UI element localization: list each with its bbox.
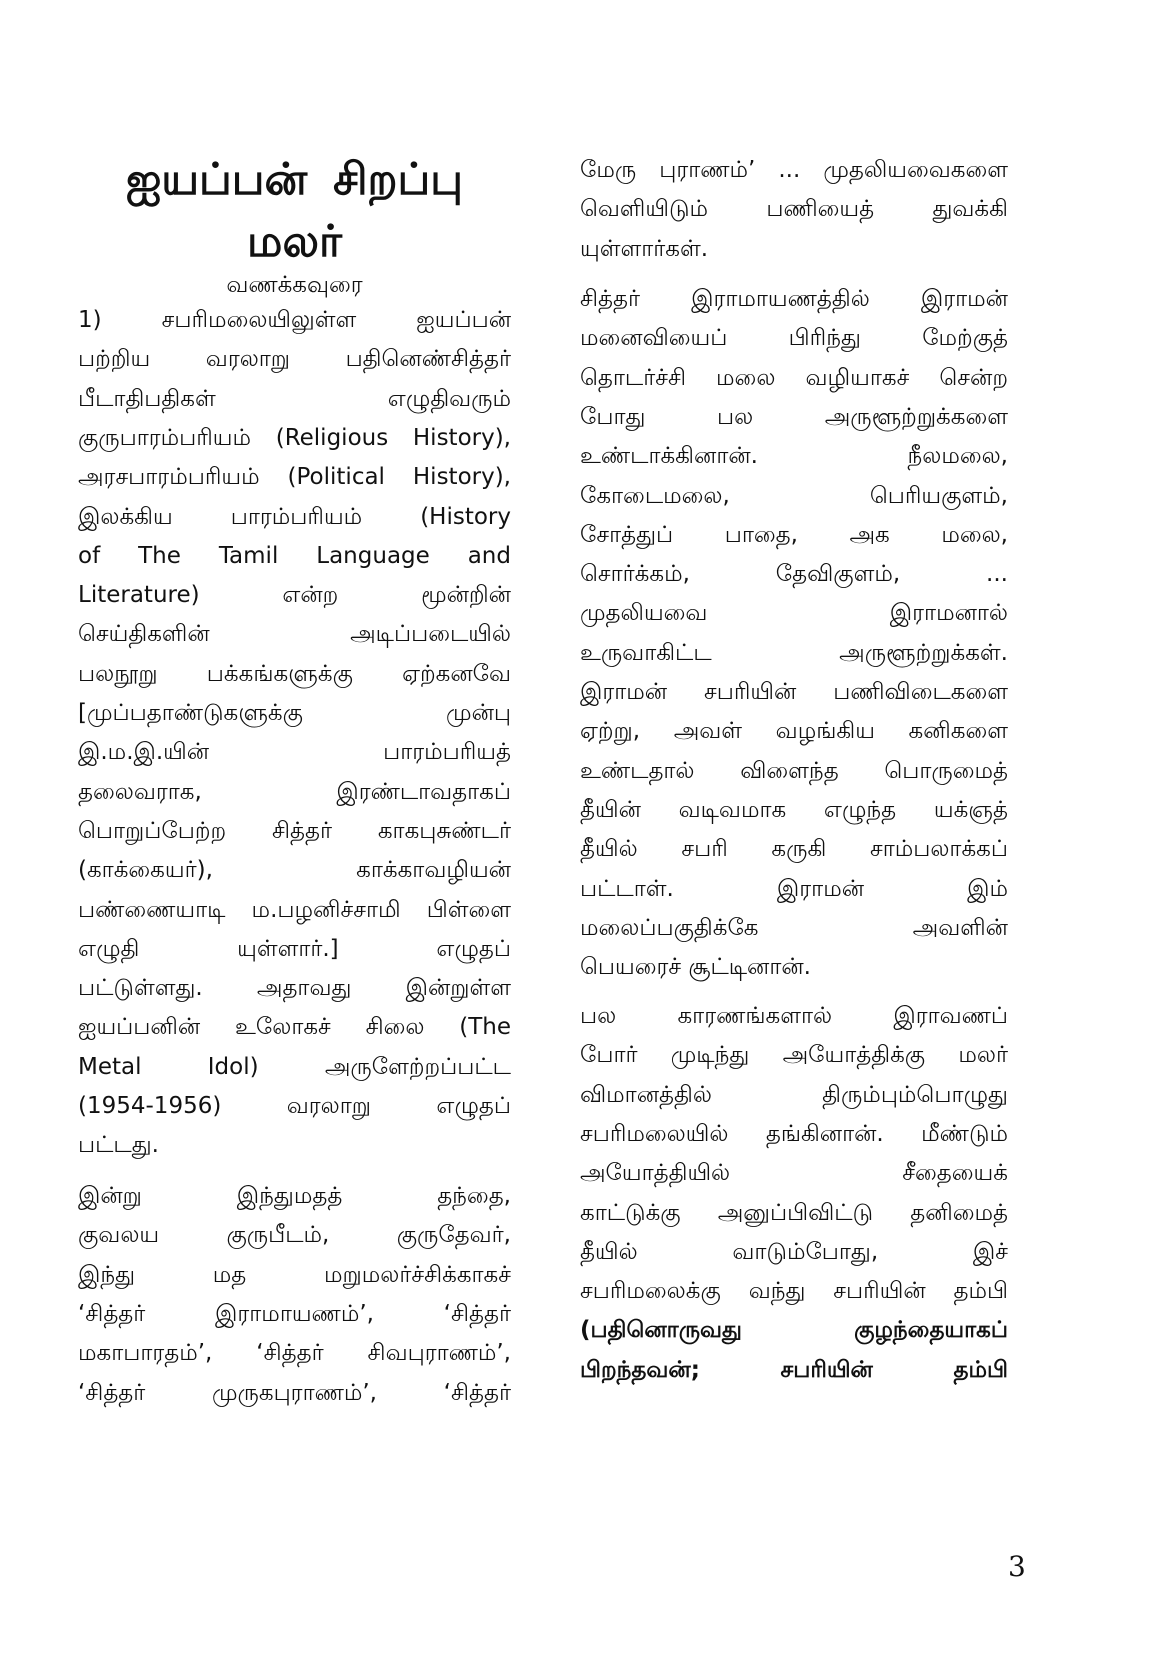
right-column-line: பெயரைச் சூட்டினான். bbox=[580, 954, 811, 981]
left-column-line: ‘சித்தர் இராமாயணம்’, ‘சித்தர் bbox=[78, 1300, 511, 1327]
right-column-line: பட்டாள். இராமன் இம் bbox=[580, 875, 1008, 902]
left-column-line: பற்றிய வரலாறு பதினெண்சித்தர் bbox=[78, 346, 511, 373]
right-column-line: யுள்ளார்கள். bbox=[580, 235, 709, 262]
left-column-line: இலக்கிய பாரம்பரியம் (History bbox=[78, 503, 511, 530]
right-column-line: போது பல அருளூற்றுக்களை bbox=[580, 403, 1008, 430]
left-column-line: குருபாரம்பரியம் (Religious History), bbox=[78, 424, 511, 451]
right-column-line: கோடைமலை, பெரியகுளம், bbox=[580, 482, 1008, 509]
right-column-line: சபரிமலைக்கு வந்து சபரியின் தம்பி bbox=[580, 1278, 1008, 1305]
right-column-line: மனைவியைப் பிரிந்து மேற்குத் bbox=[580, 325, 1008, 352]
left-column-line: குவலய குருபீடம், குருதேவர், bbox=[78, 1222, 511, 1249]
left-column-line: ‘சித்தர் முருகபுராணம்’, ‘சித்தர் bbox=[78, 1379, 511, 1406]
left-column-line: பொறுப்பேற்ற சித்தர் காகபுசுண்டர் bbox=[78, 817, 511, 844]
right-column-line: உண்டதால் விளைந்த பொருமைத் bbox=[580, 757, 1008, 784]
left-column-line: of The Tamil Language and bbox=[78, 542, 511, 569]
left-column-line: தலைவராக, இரண்டாவதாகப் bbox=[78, 778, 511, 805]
right-column-line: சபரிமலையில் தங்கினான். மீண்டும் bbox=[580, 1120, 1008, 1147]
left-column-line: (காக்கையர்), காக்காவழியன் bbox=[78, 857, 511, 884]
right-column-line: இராமன் சபரியின் பணிவிடைகளை bbox=[580, 679, 1008, 705]
left-column-line: மகாபாரதம்’, ‘சித்தர் சிவபுராணம்’, bbox=[78, 1340, 511, 1367]
right-column-line: சோத்துப் பாதை, அக மலை, bbox=[580, 521, 1008, 548]
left-column-line: பீடாதிபதிகள் எழுதிவரும் bbox=[78, 385, 511, 412]
right-column-line: சொர்க்கம், தேவிகுளம், ... bbox=[580, 561, 1008, 588]
left-column-line: ஐயப்பனின் உலோகச் சிலை (The bbox=[78, 1014, 511, 1041]
right-column-line: உண்டாக்கினான். நீலமலை, bbox=[580, 443, 1008, 470]
right-column-line: உருவாகிட்ட அருளூற்றுக்கள். bbox=[580, 639, 1008, 666]
right-column-line: சித்தர் இராமாயணத்தில் இராமன் bbox=[580, 286, 1008, 312]
right-column-line: விமானத்தில் திரும்பும்பொழுது bbox=[580, 1081, 1008, 1108]
right-column-line: ஏற்று, அவள் வழங்கிய கனிகளை bbox=[580, 718, 1008, 745]
page-title-line-1: ஐயப்பன் சிறப்பு bbox=[126, 154, 463, 205]
left-column-line: இன்று இந்துமதத் தந்தை, bbox=[78, 1183, 511, 1209]
left-column-line: இந்து மத மறுமலர்ச்சிக்காகச் bbox=[78, 1261, 511, 1288]
right-column-line: காட்டுக்கு அனுப்பிவிட்டு தனிமைத் bbox=[580, 1199, 1008, 1226]
right-column-line: வெளியிடும் பணியைத் துவக்கி bbox=[580, 196, 1008, 223]
left-column-line: செய்திகளின் அடிப்படையில் bbox=[78, 621, 511, 648]
left-column-line: (1954-1956) வரலாறு எழுதப் bbox=[78, 1093, 511, 1119]
left-column-line: அரசபாரம்பரியம் (Political History), bbox=[78, 464, 511, 491]
right-column-line: (பதினொருவது குழந்தையாகப் bbox=[580, 1317, 1008, 1344]
left-column-line: [முப்பதாண்டுகளுக்கு முன்பு bbox=[78, 700, 511, 726]
page-title-line-2: மலர் bbox=[247, 216, 342, 267]
right-column-line: போர் முடிந்து அயோத்திக்கு மலர் bbox=[580, 1042, 1008, 1069]
right-column-line: முதலியவை இராமனால் bbox=[580, 600, 1008, 627]
left-column-line: எழுதி யுள்ளார்.] எழுதப் bbox=[78, 935, 511, 962]
left-column-line: 1) சபரிமலையிலுள்ள ஐயப்பன் bbox=[78, 307, 511, 333]
right-column-line: தீயில் சபரி கருகி சாம்பலாக்கப் bbox=[580, 836, 1008, 863]
right-column-line: தொடர்ச்சி மலை வழியாகச் சென்ற bbox=[580, 364, 1008, 391]
right-column-line: தீயின் வடிவமாக எழுந்த யக்ஞத் bbox=[580, 796, 1008, 823]
left-column-line: பட்டது. bbox=[78, 1132, 159, 1159]
right-column-line: அயோத்தியில் சீதையைக் bbox=[580, 1160, 1008, 1187]
left-column-line: பலநூறு பக்கங்களுக்கு ஏற்கனவே bbox=[78, 660, 511, 687]
left-column-line: இ.ம.இ.யின் பாரம்பரியத் bbox=[78, 739, 511, 766]
page-number: 3 bbox=[1008, 1550, 1026, 1583]
left-column-line: பண்ணையாடி ம.பழனிச்சாமி பிள்ளை bbox=[78, 896, 511, 923]
right-column-line: பிறந்தவன்; சபரியின் தம்பி bbox=[580, 1356, 1008, 1383]
left-column-line: Metal Idol) அருளேற்றப்பட்ட bbox=[78, 1053, 511, 1080]
right-column-line: மலைப்பகுதிக்கே அவளின் bbox=[580, 914, 1008, 941]
left-column-line: பட்டுள்ளது. அதாவது இன்றுள்ள bbox=[78, 975, 511, 1002]
right-column-line: தீயில் வாடும்போது, இச் bbox=[580, 1238, 1008, 1265]
section-subtitle: வணக்கவுரை bbox=[226, 272, 363, 298]
left-column-line: Literature) என்ற மூன்றின் bbox=[78, 582, 511, 609]
right-column-line: பல காரணங்களால் இராவணப் bbox=[580, 1003, 1008, 1029]
right-column-line: மேரு புராணம்’ ... முதலியவைகளை bbox=[580, 157, 1008, 183]
